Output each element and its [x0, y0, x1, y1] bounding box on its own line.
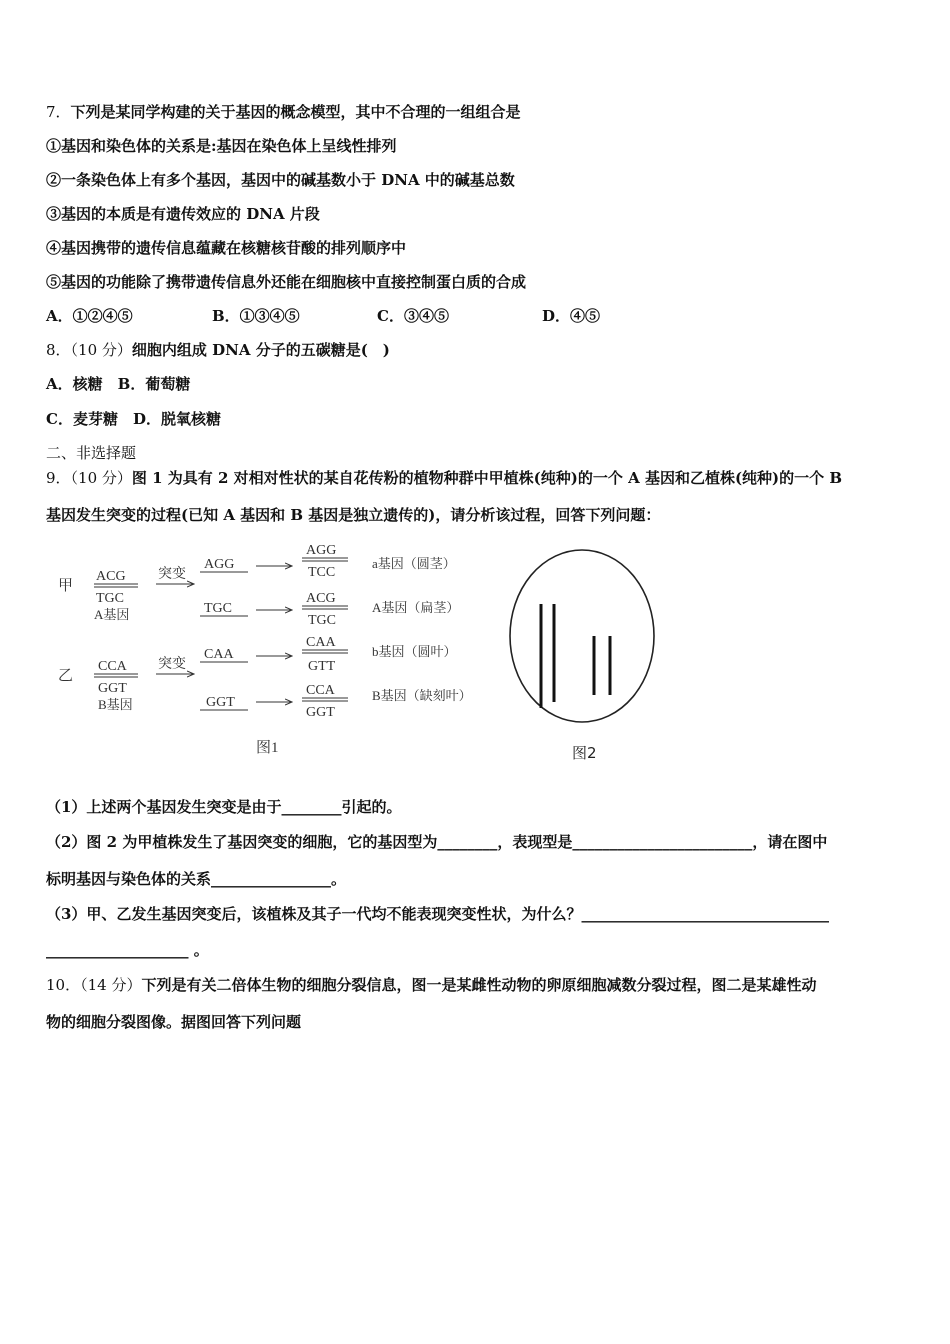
q7-statement-5: ⑤基因的功能除了携带遗传信息外还能在细胞核中直接控制蛋白质的合成 [46, 273, 527, 291]
row4-single-strand: GGT [206, 695, 235, 710]
plant-yi-label: 乙 [58, 668, 74, 684]
q9-sub2-line-1[interactable]: （2）图 2 为甲植株发生了基因突变的细胞，它的基因型为________，表现型是________________________，请在图中 [46, 833, 828, 851]
q10-stem-text: 下列是有关二倍体生物的细胞分裂信息，图一是某雌性动物的卵原细胞减数分裂过程，图二是某雄性动 [141, 976, 817, 994]
row4-bottom-strand: GGT [306, 705, 335, 720]
q10-number: 10． [46, 976, 81, 994]
q9-sub1[interactable]: （1）上述两个基因发生突变是由于________引起的。 [46, 798, 402, 816]
q7-option-c[interactable]: C．③④⑤ [377, 307, 449, 325]
q10-points: （14 分） [80, 976, 142, 994]
q7-statement-1: ①基因和染色体的关系是:基因在染色体上呈线性排列 [46, 137, 397, 155]
row3-bottom-strand: GTT [308, 659, 336, 674]
jia-top-strand: ACG [96, 569, 126, 584]
row2-single-strand: TGC [204, 601, 232, 616]
q8-stem [46, 340, 390, 360]
row1-single-strand: AGG [204, 557, 235, 572]
row4-gene-label: B基因（缺刻叶） [372, 688, 472, 703]
q10-stem-line-2: 物的细胞分裂图像。据图回答下列问题 [46, 1013, 302, 1031]
figure2-cell[interactable] [510, 550, 654, 762]
q7-option-a[interactable]: A．①②④⑤ [46, 307, 133, 325]
q8-options-line-2[interactable]: C．麦芽糖 D．脱氧核糖 [46, 410, 221, 428]
q9-sub2-line-2[interactable]: 标明基因与染色体的关系________________。 [46, 870, 347, 888]
jia-mutation-label: 突变 [158, 567, 186, 582]
q10-stem-line-1 [46, 975, 816, 995]
row4-top-strand: CCA [306, 683, 335, 698]
q9-sub3-line-1[interactable]: （3）甲、乙发生基因突变后，该植株及其子一代均不能表现突变性状，为什么？_________________________________ [46, 905, 829, 923]
q7-stem [46, 102, 521, 122]
q7-option-d[interactable]: D．④⑤ [542, 307, 601, 325]
q8-stem-text: 细胞内组成 DNA 分子的五碳糖是( ) [131, 341, 390, 359]
q8-number: 8． [46, 341, 71, 359]
yi-gene-label: B基因 [98, 697, 133, 712]
jia-bottom-strand: TGC [96, 591, 124, 606]
row3-single-strand: CAA [204, 647, 234, 662]
q9-points: （10 分） [70, 469, 132, 487]
row2-bottom-strand: TGC [308, 613, 336, 628]
yi-bottom-strand: GGT [98, 681, 127, 696]
q7-statement-3: ③基因的本质是有遗传效应的 DNA 片段 [46, 205, 320, 223]
section-heading: 二、非选择题 [46, 444, 137, 462]
q8-options-line-1[interactable]: A．核糖 B．葡萄糖 [46, 375, 191, 393]
row2-gene-label: A基因（扁茎） [372, 600, 460, 615]
cell-membrane [510, 550, 654, 722]
jia-gene-label: A基因 [94, 607, 130, 622]
q7-stem-text: 下列是某同学构建的关于基因的概念模型，其中不合理的一组组合是 [70, 103, 521, 121]
row3-gene-label: b基因（圆叶） [372, 644, 457, 659]
row1-gene-label: a基因（圆茎） [372, 556, 456, 571]
figure1-caption: 图1 [256, 740, 279, 756]
yi-mutation-label: 突变 [158, 657, 186, 672]
q7-number: 7． [46, 103, 71, 121]
figure2-caption: 图2 [572, 744, 597, 762]
row2-top-strand: ACG [306, 591, 336, 606]
q9-sub3-line-2[interactable]: ___________________ 。 [46, 941, 209, 959]
q9-stem-line-2: 基因发生突变的过程(已知 A 基因和 B 基因是独立遗传的)，请分析该过程，回答下列问题： [46, 506, 661, 524]
q7-option-b[interactable]: B．①③④⑤ [212, 307, 300, 325]
q9-stem-text: 图 1 为具有 2 对相对性状的某自花传粉的植物种群中甲植株(纯种)的一个 A 基因和乙植株(纯种)的一个 B [131, 469, 843, 487]
q7-statement-2: ②一条染色体上有多个基因，基因中的碱基数小于 DNA 中的碱基总数 [46, 171, 515, 189]
q7-options [46, 306, 906, 326]
q9-number: 9． [46, 469, 71, 487]
q9-figures [0, 530, 950, 780]
yi-top-strand: CCA [98, 659, 127, 674]
row1-bottom-strand: TCC [308, 565, 336, 580]
row3-top-strand: CAA [306, 635, 336, 650]
plant-jia-label: 甲 [58, 578, 74, 594]
q8-points: （10 分） [70, 341, 132, 359]
q9-stem-line-1 [46, 468, 842, 488]
q7-statement-4: ④基因携带的遗传信息蕴藏在核糖核苷酸的排列顺序中 [46, 239, 407, 257]
row1-top-strand: AGG [306, 543, 337, 558]
